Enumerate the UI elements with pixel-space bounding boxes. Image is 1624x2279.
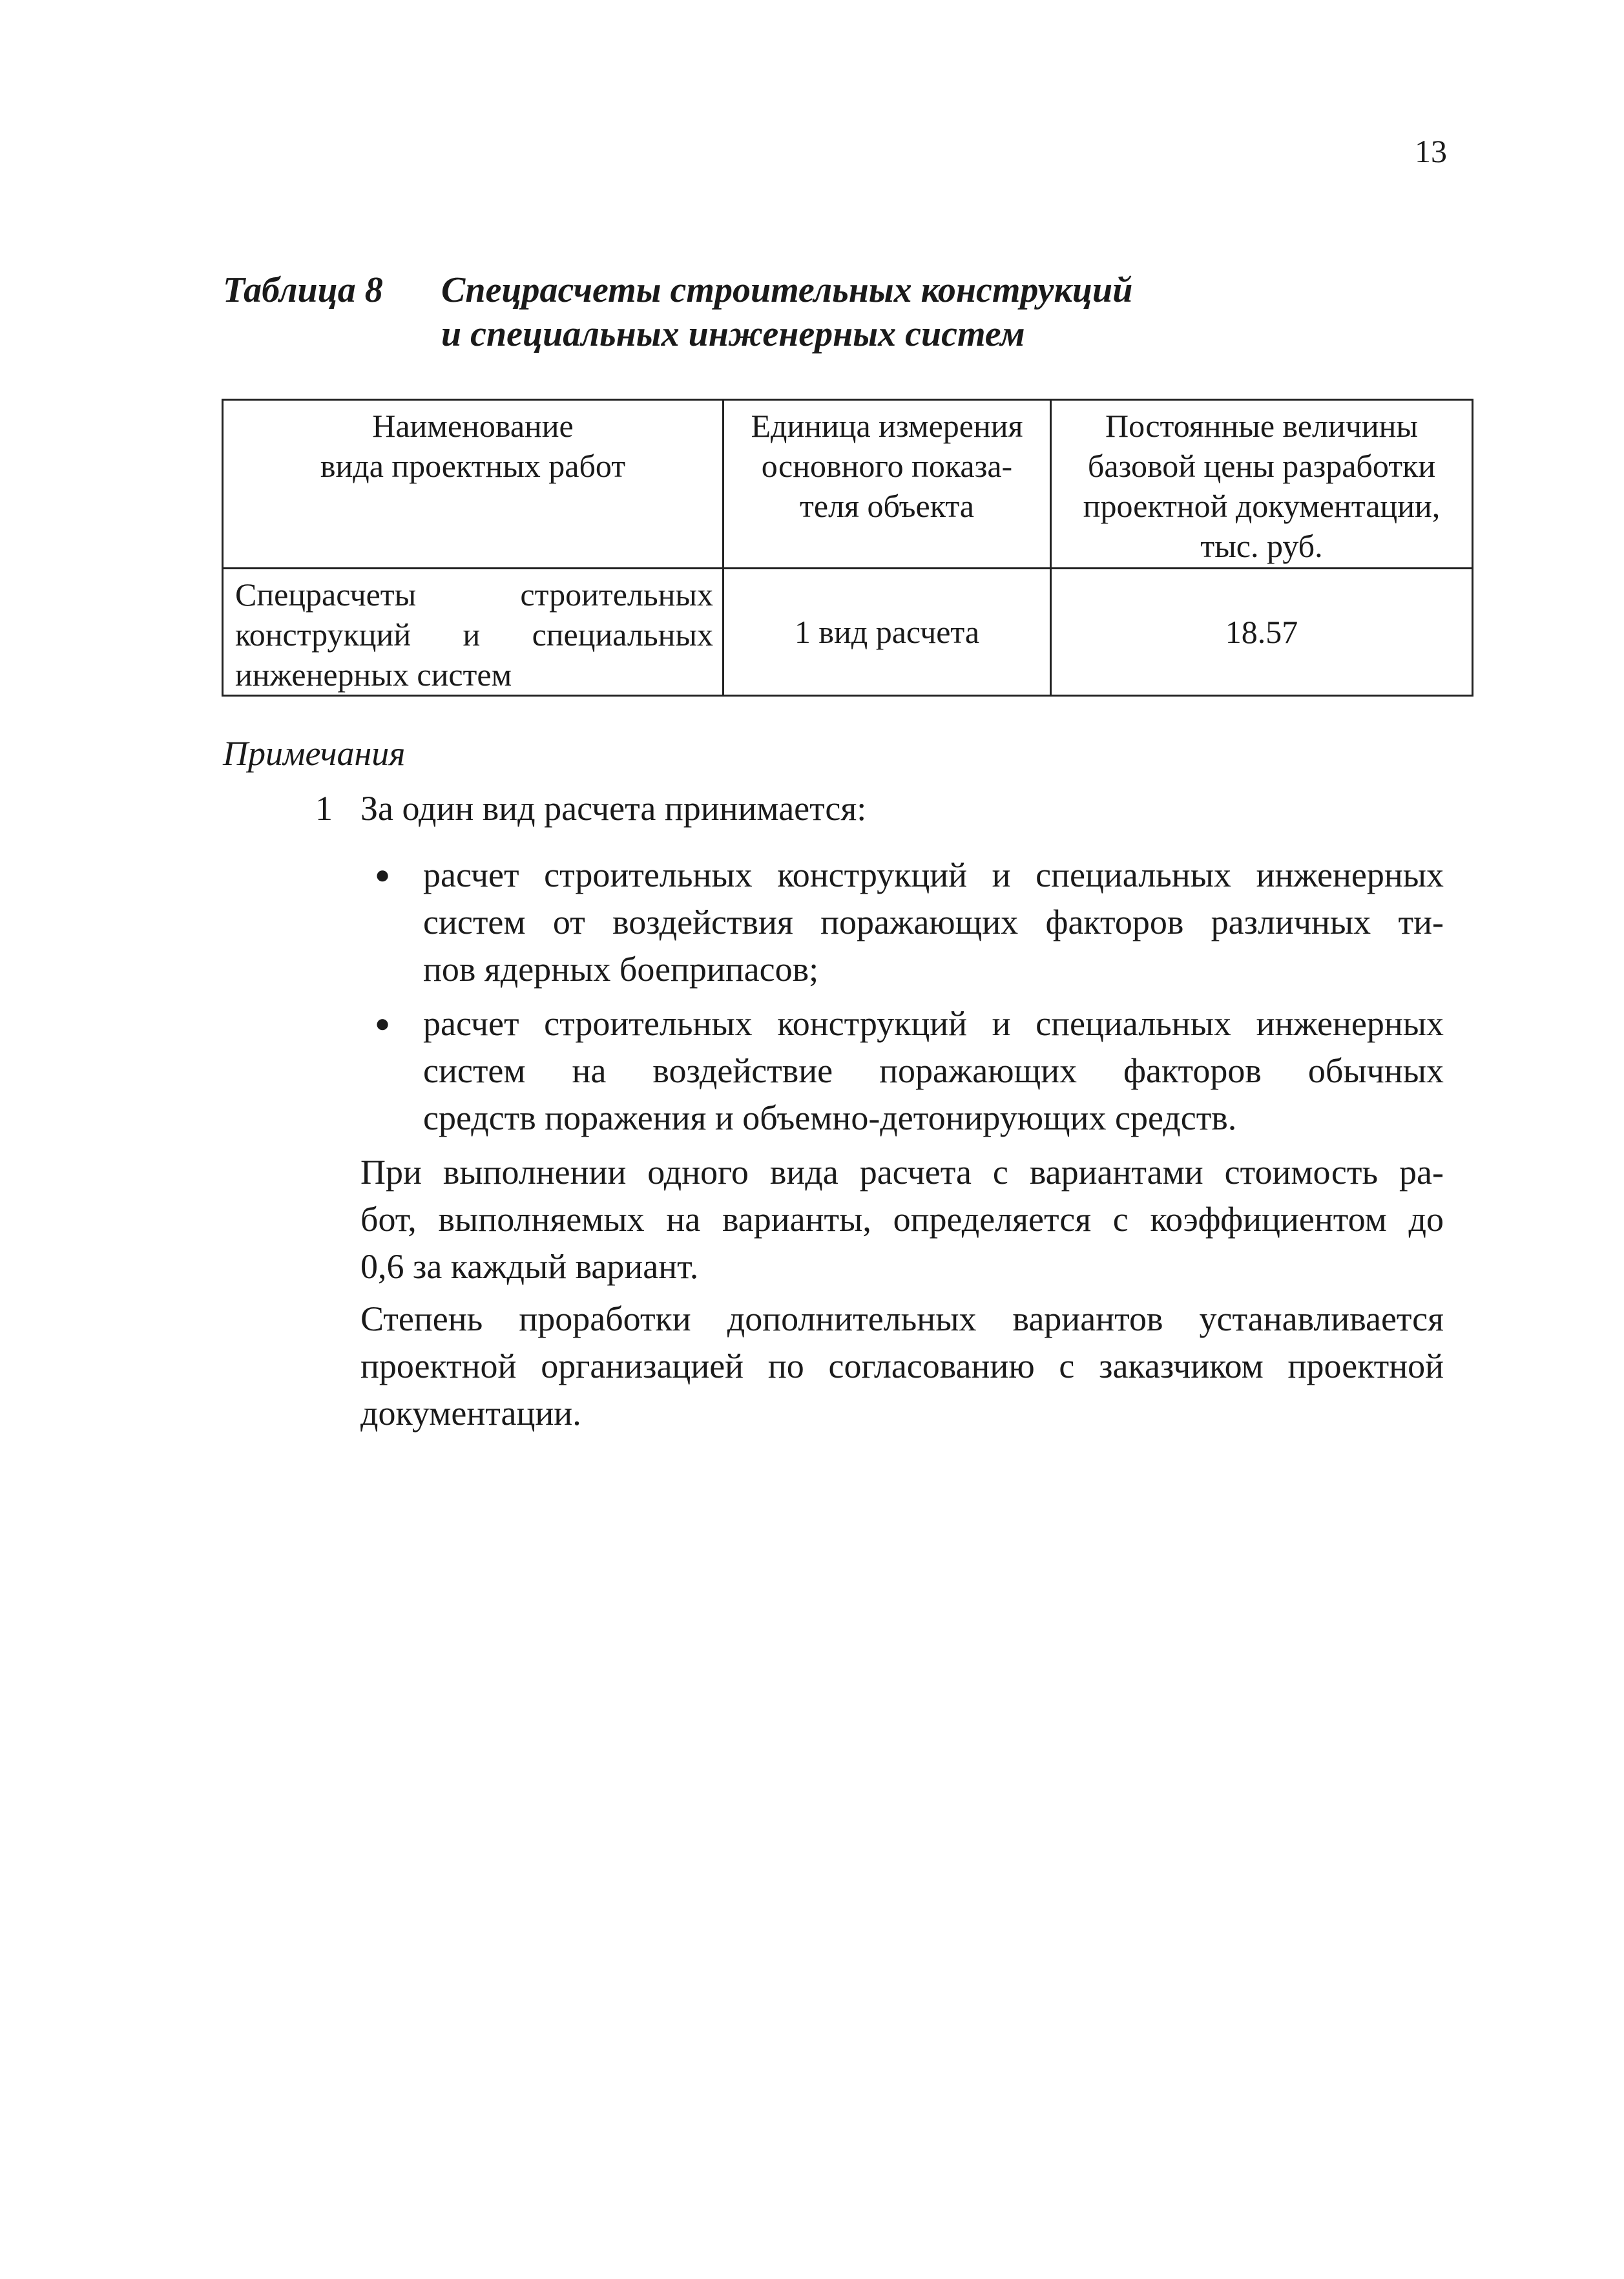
table-label: Таблица 8 [223,270,383,310]
header-line: вида проектных работ [320,448,626,484]
spec-table [222,399,1473,697]
cell-unit: 1 вид расчета [724,569,1051,696]
cell-line: Спецрасчеты строительных [235,576,713,613]
table-title-line: Спецрасчеты строительных конструкций [441,270,1133,310]
header-line: базовой цены разработки [1087,448,1436,484]
header-line: Наименование [372,408,574,444]
notes-title: Примечания [223,734,406,773]
bullet-icon: ● [375,860,391,889]
text-line: средств поражения и объемно-детонирующих средств. [423,1098,1237,1137]
text-line: систем на воздействие поражающих факторов обычных [423,1051,1444,1090]
table-header-row [223,400,1473,569]
text-line: систем от воздействия поражающих факторов различных ти- [423,903,1444,941]
text-line: Степень проработки дополнительных вариантов устанавливается [360,1299,1444,1338]
header-line: основного показа- [761,448,1013,484]
text-line: расчет строительных конструкций и специальных инженерных [423,1004,1444,1043]
note-number: 1 [315,789,333,828]
cell-line: конструкций и специальных [235,616,713,653]
table-row [223,569,1473,696]
header-price [1051,400,1473,569]
header-line: теля объекта [799,488,975,524]
page-number: 13 [1415,133,1447,169]
text-line: расчет строительных конструкций и специальных инженерных [423,856,1444,894]
text-line: При выполнении одного вида расчета с вариантами стоимость ра- [360,1153,1444,1192]
header-line: Единица измерения [751,408,1023,444]
cell-price: 18.57 [1051,569,1473,696]
text-line: бот, выполняемых на варианты, определяется с коэффициентом до [360,1200,1444,1239]
text-line: проектной организацией по согласованию с заказчиком проектной [360,1347,1444,1385]
header-line: тыс. руб. [1200,528,1323,564]
bullet-icon: ● [375,1009,391,1038]
text-line: пов ядерных боеприпасов; [423,950,819,989]
note-heading: За один вид расчета принимается: [360,789,867,828]
bullet-item [423,852,1444,993]
header-line: Постоянные величины [1105,408,1419,444]
bullet-item [423,1000,1444,1142]
text-line: документации. [360,1394,581,1433]
header-unit [724,400,1051,569]
note-paragraph [360,1149,1444,1290]
table-title [441,268,1281,356]
header-line: проектной документации, [1083,488,1441,524]
table-title-line: и специальных инженерных систем [441,314,1025,354]
text-line: 0,6 за каждый вариант. [360,1247,699,1286]
cell-line: инженерных систем [235,656,512,693]
header-work-type [223,400,724,569]
cell-work-name [223,569,724,696]
note-paragraph [360,1296,1444,1437]
